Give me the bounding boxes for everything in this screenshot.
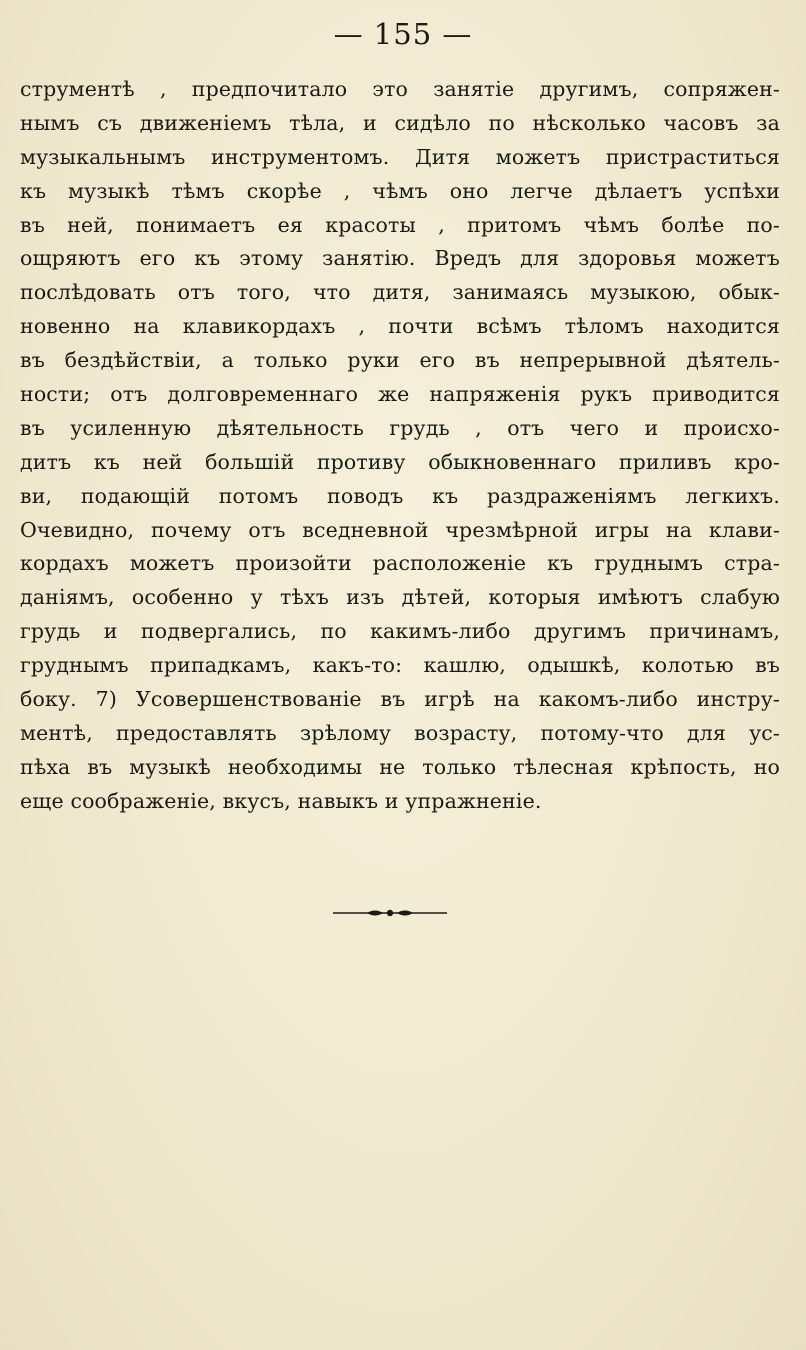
- text-line: въ усиленную дѣятельность грудь , отъ чего и происхо-: [20, 415, 780, 440]
- text-line: струментѣ , предпочитало это занятіе другимъ, сопряжен-: [20, 77, 780, 101]
- text-line: дитъ къ ней большій противу обыкновеннаго приливъ кро-: [20, 449, 780, 474]
- text-line: въ ней, понимаетъ ея красоты , притомъ чѣмъ болѣе по-: [20, 212, 780, 237]
- divider-ornament-icon: [333, 905, 447, 921]
- text-line: музыкальнымъ инструментомъ. Дитя можетъ пристраститься: [20, 144, 780, 169]
- text-line: еще соображеніе, вкусъ, навыкъ и упражненіе.: [20, 788, 542, 813]
- text-line: ви, подающій потомъ поводъ къ раздраженіямъ легкихъ.: [20, 483, 780, 508]
- text-line: новенно на клавикордахъ , почти всѣмъ тѣломъ находится: [20, 314, 780, 339]
- text-line: боку. 7) Усовершенствованіе въ игрѣ на какомъ-либо инстру-: [20, 687, 780, 712]
- text-line: ментѣ, предоставлять зрѣлому возрасту, потому-что для ус-: [20, 720, 780, 745]
- body-text: [20, 73, 780, 819]
- text-line: послѣдовать отъ того, что дитя, занимаясь музыкою, обык-: [20, 280, 780, 305]
- text-line: въ бездѣйствіи, а только руки его въ непрерывной дѣятель-: [20, 348, 780, 373]
- text-line: груднымъ припадкамъ, какъ-то: кашлю, одышкѣ, колотью въ: [20, 653, 780, 678]
- text-line: ощряютъ его къ этому занятію. Вредъ для здоровья можетъ: [20, 246, 780, 271]
- text-line: къ музыкѣ тѣмъ скорѣе , чѣмъ оно легче дѣлаетъ успѣхи: [20, 178, 780, 203]
- text-line: грудь и подвергались, по какимъ-либо другимъ причинамъ,: [20, 619, 780, 644]
- text-line: даніямъ, особенно у тѣхъ изъ дѣтей, которыя имѣютъ слабую: [20, 585, 780, 610]
- text-line: кордахъ можетъ произойти расположеніе къ груднымъ стра-: [20, 551, 780, 576]
- text-line: нымъ съ движеніемъ тѣла, и сидѣло по нѣсколько часовъ за: [20, 110, 780, 135]
- text-line: ности; отъ долговременнаго же напряженія рукъ приводится: [20, 382, 780, 407]
- page-number-header: — 155 —: [333, 17, 473, 51]
- text-line: Очевидно, почему отъ вседневной чрезмѣрной игры на клави-: [20, 517, 780, 542]
- text-line: пѣха въ музыкѣ необходимы не только тѣлесная крѣпость, но: [20, 754, 780, 779]
